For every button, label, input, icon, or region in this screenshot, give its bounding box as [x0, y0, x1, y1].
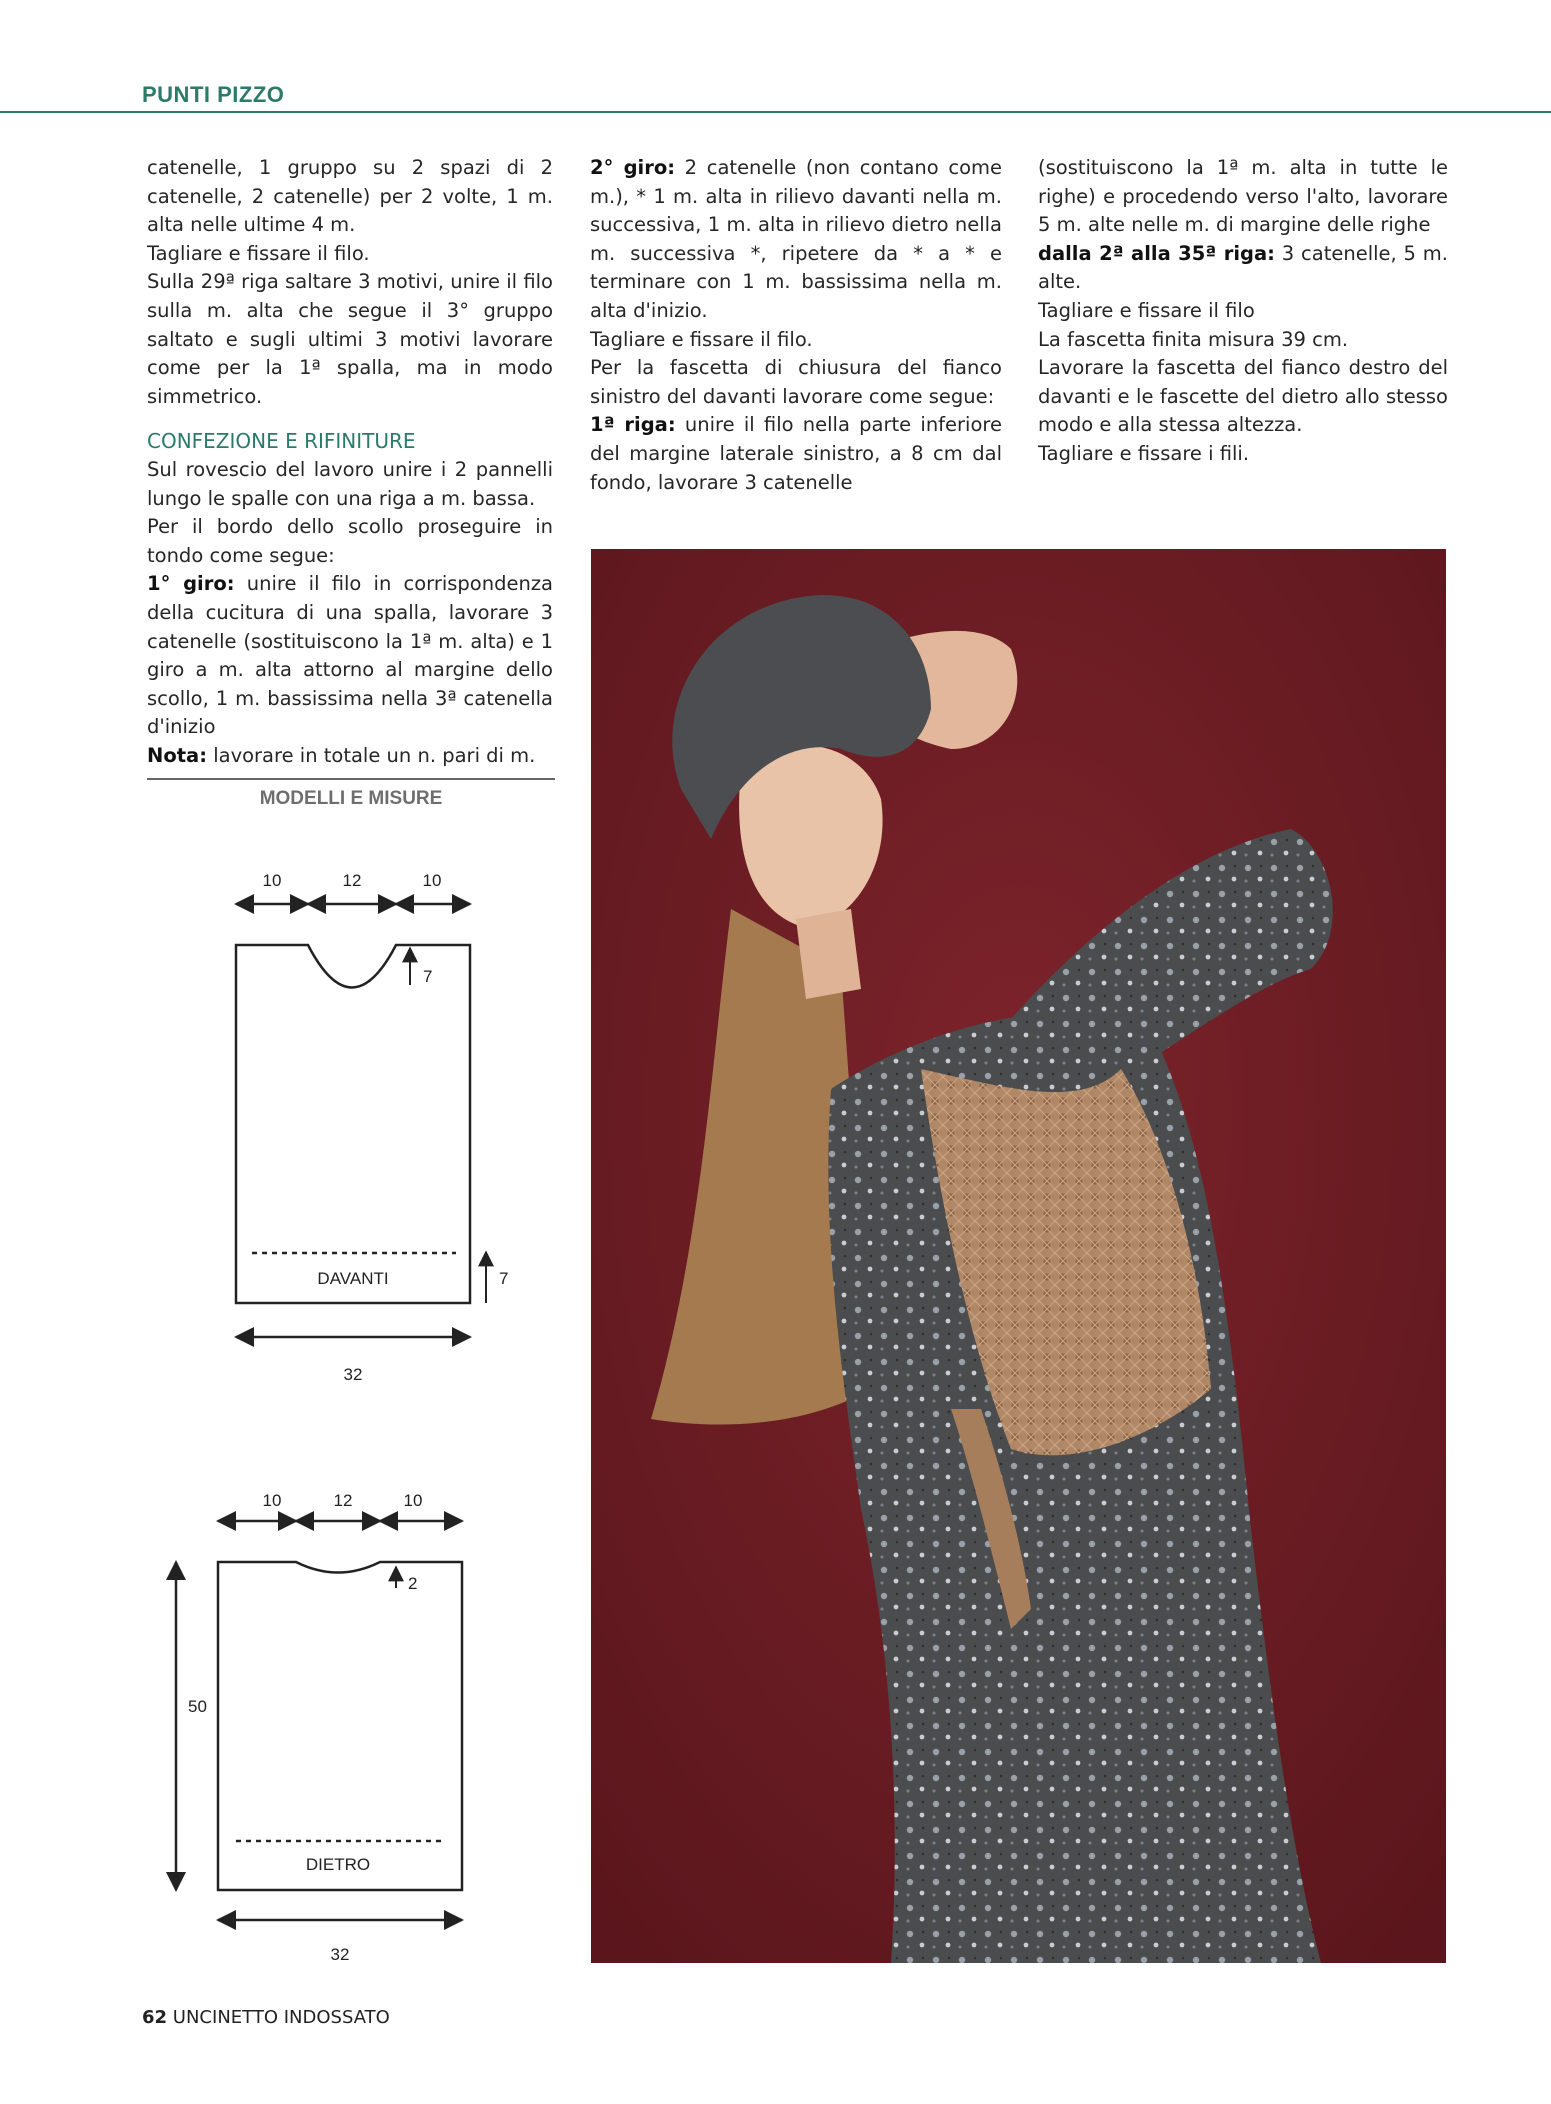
models-title: MODELLI E MISURE: [259, 788, 443, 809]
paragraph: Sulla 29ª riga saltare 3 motivi, unire il filo sulla m. alta che segue il 3° gruppo saltato e sugli ultimi 3 motivi lavorare come per la 1ª spalla, ma in modo simmetrico.: [147, 270, 553, 408]
paragraph: [147, 742, 553, 771]
paragraph: Tagliare e fissare il filo: [1038, 298, 1255, 322]
paragraph: La fascetta finita misura 39 cm.: [1038, 327, 1349, 351]
back-width-measure: 32: [330, 1945, 350, 1964]
text-column-1: [147, 154, 553, 770]
magazine-title: UNCINETTO INDOSSATO: [172, 2007, 390, 2028]
paragraph: [147, 570, 553, 742]
paragraph: catenelle, 1 gruppo su 2 spazi di 2 catenelle, 2 catenelle) per 2 volte, 1 m. alta nelle ultime 4 m.: [147, 156, 553, 237]
paragraph: Sul rovescio del lavoro unire i 2 pannelli lungo le spalle con una riga a m. bassa.: [147, 457, 553, 510]
step-label: 1ª riga:: [590, 413, 676, 437]
front-top-right-measure: 10: [422, 871, 442, 890]
model-photo: [591, 549, 1446, 1963]
step-label: 2° giro:: [590, 156, 676, 179]
step-label: 1° giro:: [147, 572, 235, 596]
front-side-measure: 7: [499, 1269, 509, 1288]
step-text: 2 catenelle (non contano come m.), * 1 m. alta in rilievo davanti nella m. successiva, 1 m. alta in rilievo dietro nella m. successiva *, ripetere da * a * e terminare con 1 m. bassissima nella m. alta d'inizio.: [590, 156, 1003, 322]
text-column-3: [1038, 154, 1448, 469]
note-text: lavorare in totale un n. pari di m.: [207, 743, 536, 767]
step-text: unire il filo in corrispondenza della cucitura di una spalla, lavorare 3 catenelle (sostituiscono la 1ª m. alta) e 1 giro a m. alta attorno al margine dello scollo, 1 m. bassissima nella 3ª catenella d'inizio: [147, 572, 553, 739]
neck-shape: [796, 909, 861, 999]
back-label: DIETRO: [305, 1855, 371, 1874]
step-label: dalla 2ª alla 35ª riga:: [1038, 241, 1275, 265]
front-width-measure: 32: [343, 1365, 363, 1384]
models-rule: [147, 778, 555, 780]
text-column-2: [590, 154, 1002, 497]
paragraph: [590, 154, 1002, 326]
step-text: 3 catenelle, 5 m. alte.: [1038, 241, 1448, 294]
paragraph: [590, 411, 1002, 497]
paragraph: Tagliare e fissare il filo.: [147, 241, 370, 265]
subhead-confezione: CONFEZIONE E RIFINITURE: [147, 429, 416, 454]
back-top-mid-measure: 12: [333, 1491, 353, 1510]
paragraph: Per il bordo dello scollo proseguire in tondo come segue:: [147, 515, 553, 567]
front-outline: [236, 945, 470, 1303]
back-top-left-measure: 10: [262, 1491, 282, 1510]
front-top-left-measure: 10: [262, 871, 282, 890]
back-height-measure: 50: [188, 1697, 207, 1716]
step-text: unire il filo nella parte inferiore del margine laterale sinistro, a 8 cm dal fondo, lavorare 3 catenelle: [590, 413, 1002, 494]
front-neck-depth: 7: [423, 967, 433, 986]
front-top-mid-measure: 12: [342, 871, 362, 890]
paragraph: Tagliare e fissare il filo.: [590, 327, 813, 351]
page-number: 62: [142, 2007, 168, 2028]
section-tag: PUNTI PIZZO: [142, 82, 285, 107]
back-panel: [176, 1491, 462, 1964]
header-rule: [0, 111, 1551, 113]
paragraph: Lavorare la fascetta del fianco destro del davanti e le fascette del dietro allo stesso modo e alla stessa altezza.: [1038, 356, 1448, 437]
paragraph: (sostituiscono la 1ª m. alta in tutte le righe) e procedendo verso l'alto, lavorare 5 m. alte nelle m. di margine delle righe: [1038, 156, 1448, 237]
schematic-diagram: [160, 840, 560, 1970]
page-footer: [142, 2007, 390, 2028]
paragraph: Tagliare e fissare i fili.: [1038, 441, 1250, 465]
paragraph: [1038, 240, 1448, 297]
paragraph: Per la fascetta di chiusura del fianco sinistro del davanti lavorare come segue:: [590, 356, 1002, 408]
note-label: Nota:: [147, 743, 207, 767]
front-label: DAVANTI: [317, 1269, 389, 1288]
front-panel: [236, 871, 508, 1384]
back-neck-depth: 2: [408, 1574, 418, 1593]
back-top-right-measure: 10: [403, 1491, 423, 1510]
